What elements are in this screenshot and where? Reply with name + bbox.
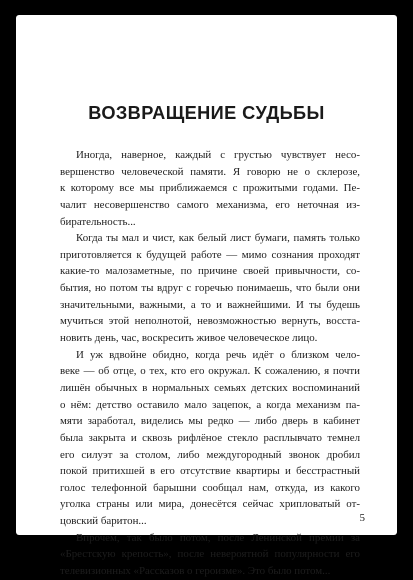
text-line: лишён обычных в нормальных семьях детских воспоминаний <box>60 381 360 394</box>
text-line: бирательность... <box>60 215 136 228</box>
text-line: новить день, час, воскресить живое человеческое лицо. <box>60 332 318 345</box>
text-line: «Брестскую крепость», после невероятной популярности его <box>60 548 360 561</box>
text-line: чалит несовершенство самого механизма, его неточная из- <box>60 198 360 211</box>
page-number: 5 <box>359 512 365 524</box>
text-line: вершенство человеческой памяти. Я говорю не о склерозе, <box>60 165 360 178</box>
text-line: была закрыта и сквозь рифлёное стекло расплывчато темнел <box>60 431 360 444</box>
text-line: к которому все мы приближаемся с прожитыми годами. Пе- <box>60 182 360 195</box>
text-line: цовский баритон... <box>60 515 147 528</box>
text-line: какие-то малозаметные, по причине своей привычности, со- <box>60 265 360 278</box>
text-line: Впрочем, так было потом, после Ленинской премии за <box>76 531 360 544</box>
text-line: приготовляется к будущей работе — мимо сознания проходят <box>60 248 360 261</box>
text-line: покой притихшей в его отсутствие квартиры и бесстрастный <box>60 465 360 478</box>
text-line: бытия, но потом ты вдруг с горечью понимаешь, что были они <box>60 282 360 295</box>
text-line: значительными, важными, а то и важнейшими. И ты будешь <box>60 298 360 311</box>
text-line: Когда ты мал и чист, как белый лист бумаги, память только <box>76 232 360 245</box>
chapter-title: ВОЗВРАЩЕНИЕ СУДЬБЫ <box>88 103 325 123</box>
text-line: мяти заработал, виделись мы редко — либо дверь в кабинет <box>60 415 360 428</box>
book-page <box>16 15 397 578</box>
text-line: мучиться этой неполнотой, невозможностью вернуть, восста- <box>60 315 360 328</box>
text-line: о нём: детство оставило мало зацепок, а когда механизм па- <box>60 398 360 411</box>
text-line: уголка страны или мира, донесётся сейчас хрипловатый от- <box>60 498 360 511</box>
text-line: голос телефонной барышни сообщал нам, откуда, из какого <box>60 481 360 494</box>
text-line: веке — об отце, о тех, кто его окружал. К сожалению, я почти <box>60 365 360 378</box>
text-line: его силуэт за столом, либо междугородный звонок дробил <box>60 448 360 461</box>
text-line: телевизионных «Рассказов о героизме». Это было потом... <box>60 565 331 578</box>
text-line: И уж вдвойне обидно, когда речь идёт о близком чело- <box>76 348 360 361</box>
text-line: Иногда, наверное, каждый с грустью чувствует несо- <box>76 149 360 161</box>
